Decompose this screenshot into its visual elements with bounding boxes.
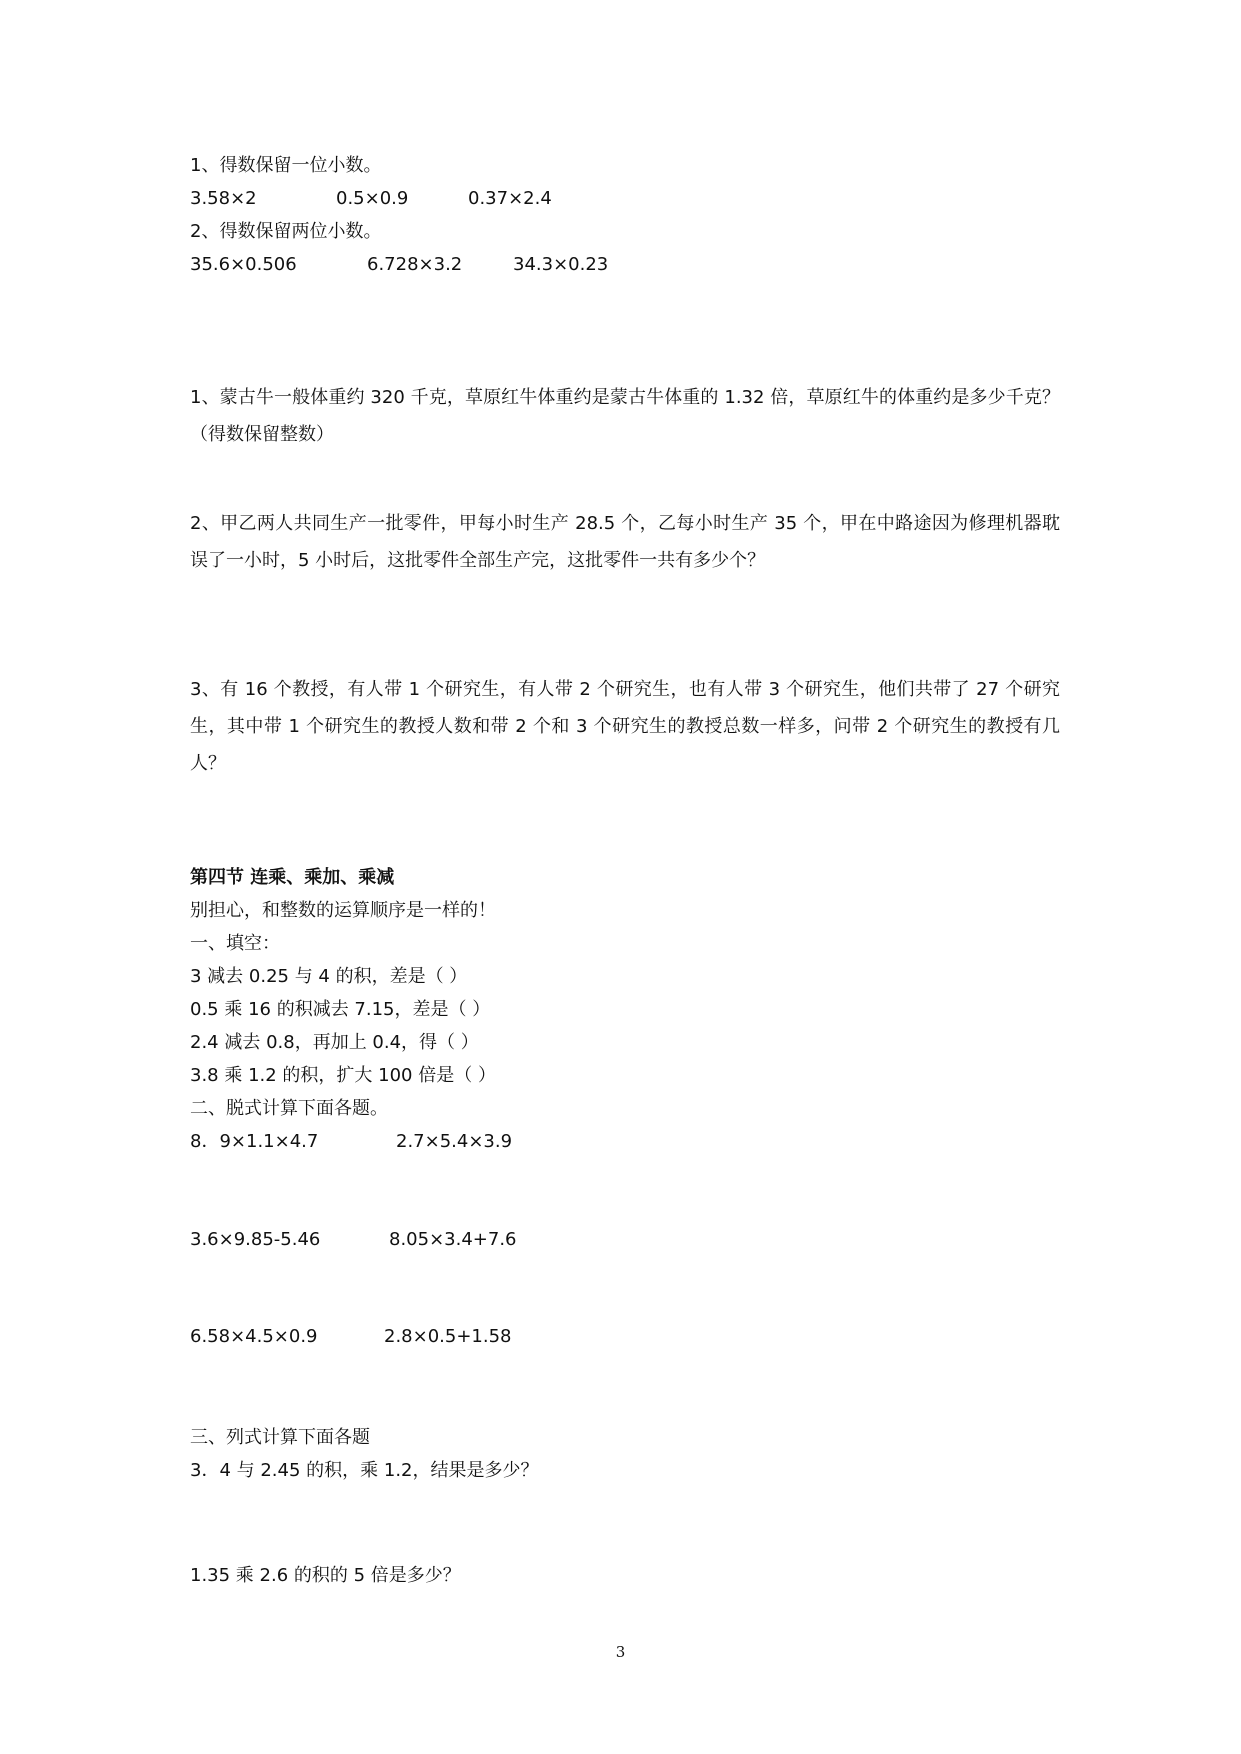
calc-item: 8.05×3.4+7.6 bbox=[389, 1229, 517, 1250]
q2-title: 2、得数保留两位小数。 bbox=[190, 221, 382, 242]
section-title: 第四节 连乘、乘加、乘减 bbox=[190, 867, 395, 888]
section-intro: 别担心，和整数的运算顺序是一样的！ bbox=[190, 900, 496, 921]
q2-item: 35.6×0.506 bbox=[190, 254, 297, 275]
list-item: 1.35 乘 2.6 的积的 5 倍是多少？ bbox=[190, 1565, 461, 1586]
list-item: 3．4 与 2.45 的积，乘 1.2，结果是多少？ bbox=[190, 1460, 539, 1481]
fill-item: 2.4 减去 0.8，再加上 0.4，得（ ） bbox=[190, 1032, 479, 1053]
calc-item: 3.6×9.85-5.46 bbox=[190, 1229, 321, 1250]
problem-3: 3、有 16 个教授，有人带 1 个研究生，有人带 2 个研究生，也有人带 3 个研究生，他们共带了 27 个研究生，其中带 1 个研究生的教授人数和带 2 个和 3 个研究生的教授总数一样多，问带 2 个研究生的教授有几人？ bbox=[190, 679, 1060, 774]
calc-item: 8．9×1.1×4.7 bbox=[190, 1131, 319, 1152]
calc-item: 2.7×5.4×3.9 bbox=[396, 1131, 513, 1152]
fill-item: 0.5 乘 16 的积减去 7.15，差是（ ） bbox=[190, 999, 491, 1020]
fill-item: 3 减去 0.25 与 4 的积，差是（ ） bbox=[190, 966, 468, 987]
q1-item: 0.5×0.9 bbox=[336, 188, 409, 209]
fill-item: 3.8 乘 1.2 的积，扩大 100 倍是（ ） bbox=[190, 1065, 496, 1086]
calc-item: 6.58×4.5×0.9 bbox=[190, 1326, 318, 1347]
q2-item: 34.3×0.23 bbox=[513, 254, 609, 275]
calc-row bbox=[190, 1130, 890, 1154]
calc-item: 2.8×0.5+1.58 bbox=[384, 1326, 512, 1347]
fill-title: 一、填空： bbox=[190, 933, 280, 954]
list-title: 三、列式计算下面各题 bbox=[190, 1427, 370, 1448]
q1-title: 1、得数保留一位小数。 bbox=[190, 155, 382, 176]
problem-2: 2、甲乙两人共同生产一批零件，甲每小时生产 28.5 个，乙每小时生产 35 个，甲在中路途因为修理机器耽误了一小时，5 小时后，这批零件全部生产完，这批零件一共有多少个？ bbox=[190, 513, 1060, 571]
q1-item: 0.37×2.4 bbox=[468, 188, 552, 209]
q1-item: 3.58×2 bbox=[190, 188, 257, 209]
calc-row bbox=[190, 1325, 890, 1349]
problem-1: 1、蒙古牛一般体重约 320 千克，草原红牛体重约是蒙古牛体重的 1.32 倍，草原红牛的体重约是多少千克？（得数保留整数） bbox=[190, 387, 1060, 445]
page-number: 3 bbox=[615, 1643, 626, 1661]
calc-title: 二、脱式计算下面各题。 bbox=[190, 1098, 388, 1119]
q2-item: 6.728×3.2 bbox=[367, 254, 463, 275]
q2-items-row bbox=[190, 253, 890, 277]
calc-row bbox=[190, 1228, 890, 1252]
q1-items-row bbox=[190, 187, 890, 211]
